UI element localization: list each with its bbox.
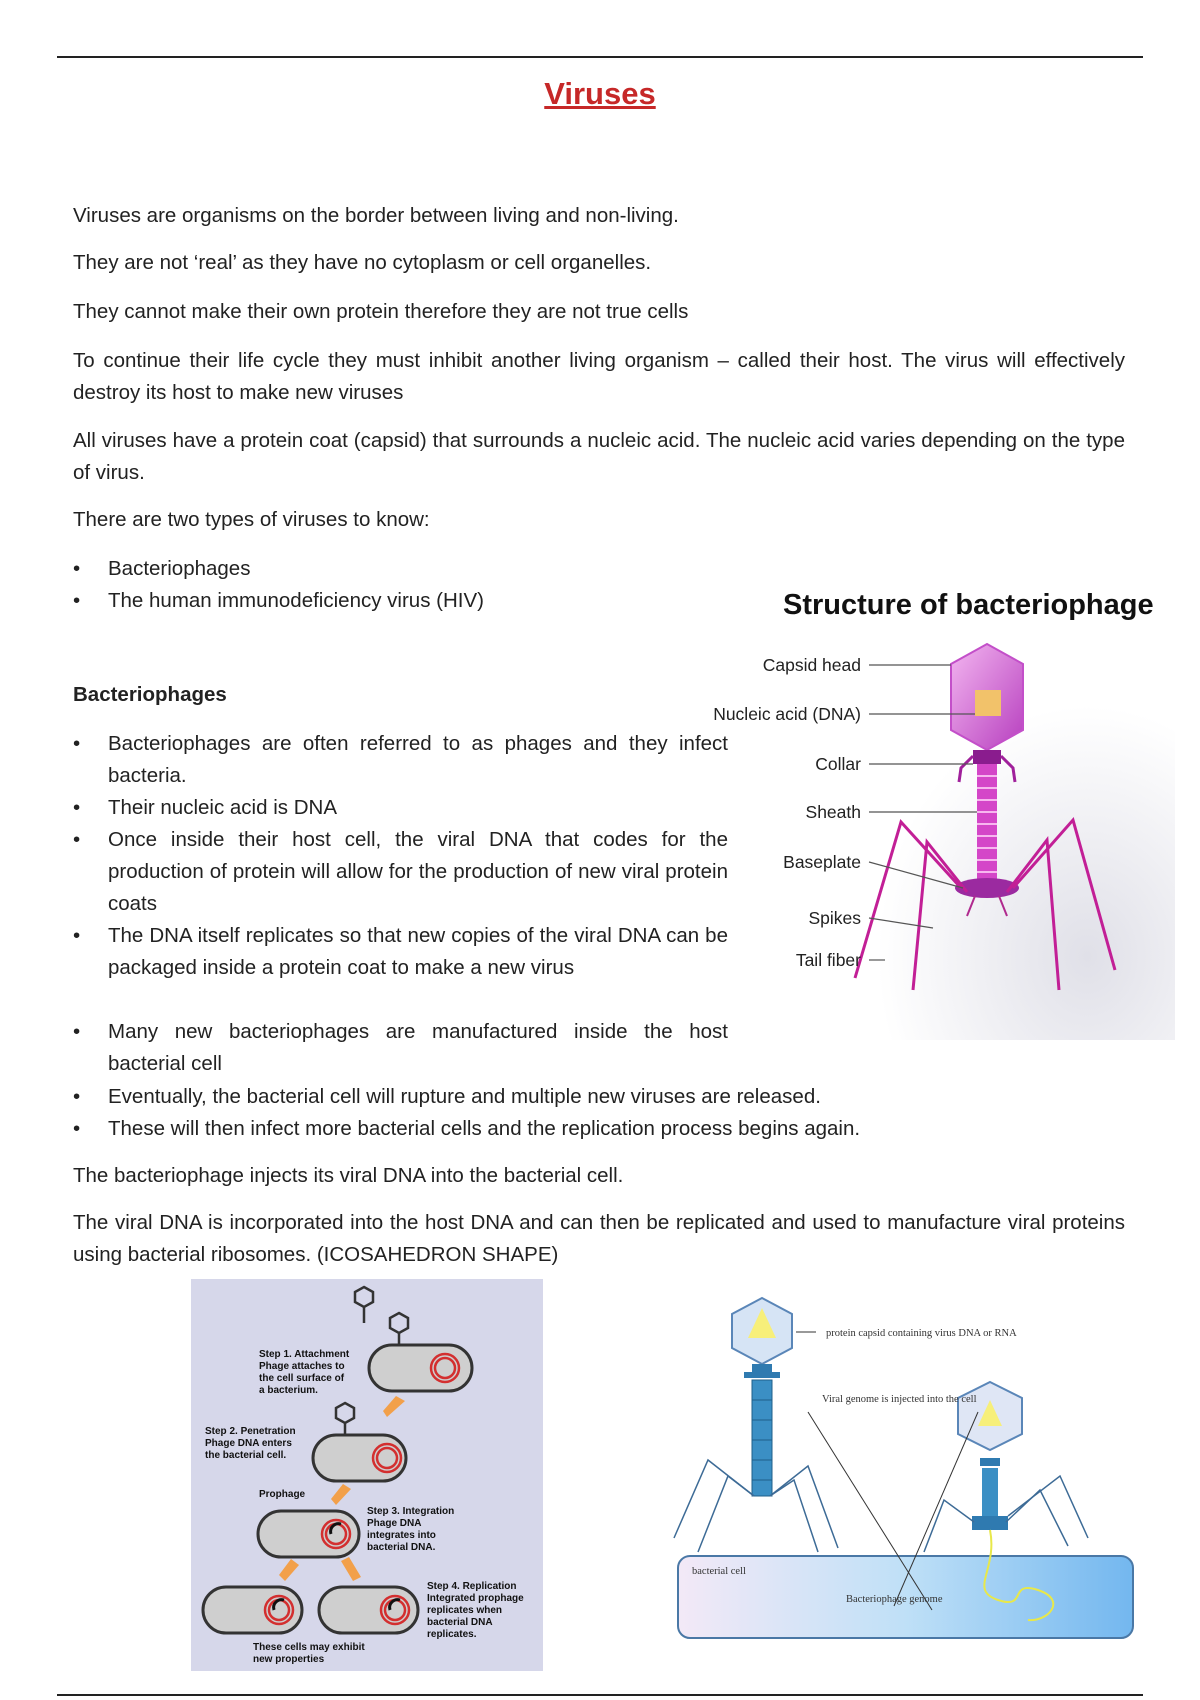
step3-line: Phage DNA [367,1518,422,1529]
step2-line: Step 2. Penetration [205,1426,296,1437]
intro-paragraph: To continue their life cycle they must inhibit another living organism – called their host. The virus will effectively destroy its host to make new viruses [73,349,1125,404]
bacteriophage-structure-figure [705,582,1175,1040]
sheath-1 [752,1380,772,1496]
label-tail-fiber: Tail fiber [795,950,861,970]
bullet-icon: • [73,924,81,947]
intro-paragraph: They are not ‘real’ as they have no cytoplasm or cell organelles. [73,251,652,274]
sheath-2 [982,1468,998,1516]
bullet-icon: • [73,1020,81,1043]
bullet-icon: • [73,589,81,612]
label-nucleic-acid: Nucleic acid (DNA) [713,704,861,724]
body-paragraph: The viral DNA is incorporated into the host DNA and can then be replicated and used to manufacture viral proteins using bacterial ribosomes. (ICOSAHEDRON SHAPE) [73,1211,1125,1266]
step1-line: a bacterium. [259,1385,318,1396]
bullet-icon: • [73,557,81,580]
step1-line: Phage attaches to [259,1361,345,1372]
step4-line: replicates. [427,1629,477,1640]
phage-injection-figure [668,1290,1138,1650]
bullet-icon: • [73,1117,81,1140]
step4-line: Integrated prophage [427,1593,524,1604]
figure-title: Structure of bacteriophage [783,589,1154,621]
lysogenic-cycle-figure [191,1279,543,1671]
label-baseplate: Baseplate [783,852,861,872]
capsid-label: protein capsid containing virus DNA or RNA [826,1328,1017,1339]
label-collar: Collar [815,754,861,774]
bullet-icon: • [73,732,81,755]
step4-line: replicates when [427,1605,503,1616]
intro-paragraph: There are two types of viruses to know: [73,508,430,531]
collar-shape [973,750,1001,764]
bullet-icon: • [73,796,81,819]
label-capsid-head: Capsid head [762,655,861,675]
cell-label: bacterial cell [692,1566,746,1577]
nucleic-acid-shape [975,690,1001,716]
intro-paragraph: All viruses have a protein coat (capsid) that surrounds a nucleic acid. The nucleic acid varies depending on the type of virus. [73,429,1125,484]
step4-line: bacterial DNA [427,1617,493,1628]
label-sheath: Sheath [805,802,861,822]
step3-line: integrates into [367,1530,436,1541]
bottom-rule [57,1694,1143,1696]
top-rule [57,56,1143,58]
bacteriophage-genome-label: Bacteriophage genome [846,1594,943,1605]
step3-line: Step 3. Integration [367,1506,455,1517]
intro-paragraph: Viruses are organisms on the border between living and non-living. [73,204,679,227]
prophage-label: Prophage [259,1489,306,1500]
intro-paragraph: They cannot make their own protein therefore they are not true cells [73,300,689,323]
bullet-icon: • [73,1085,81,1108]
bullet-icon: • [73,828,81,851]
body-paragraph: The bacteriophage injects its viral DNA into the bacterial cell. [73,1164,624,1187]
note-line: new properties [253,1654,325,1665]
step1-line: Step 1. Attachment [259,1349,350,1360]
label-spikes: Spikes [808,908,861,928]
section-heading: Bacteriophages [73,683,227,706]
step2-line: Phage DNA enters [205,1438,292,1449]
step4-line: Step 4. Replication [427,1581,517,1592]
genome-label: Viral genome is injected into the cell [822,1394,977,1405]
step3-line: bacterial DNA. [367,1542,436,1553]
page-title: Viruses [544,76,656,111]
step2-line: the bacterial cell. [205,1450,287,1461]
step1-line: the cell surface of [259,1373,345,1384]
note-line: These cells may exhibit [253,1642,365,1653]
